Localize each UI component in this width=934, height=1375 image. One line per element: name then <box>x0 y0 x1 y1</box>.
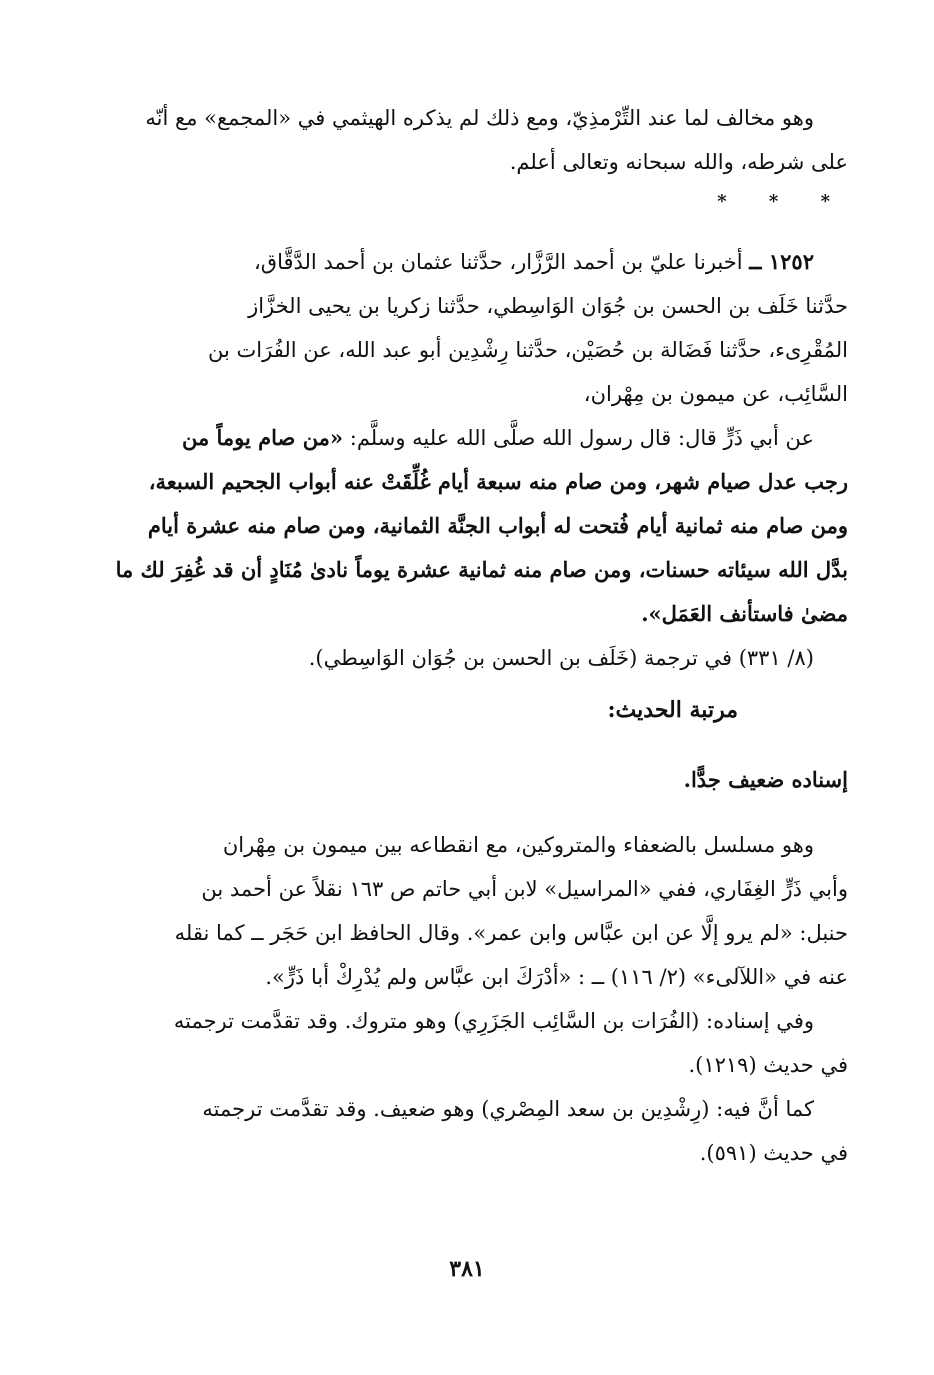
page-number: ٣٨١ <box>449 1256 485 1282</box>
grade-heading: مرتبة الحديث: <box>607 697 738 723</box>
commentary-p2-line-1: وفي إسناده: (الفُرَات بن السَّائِب الجَزَرِي) وهو متروك. وقد تقدَّمت ترجمته <box>173 1009 814 1033</box>
hadith-isnad-line-1 <box>82 240 848 284</box>
hadith-isnad-line-3: المُقْرِىء، حدَّثنا فَضَالة بن حُصَيْن، حدَّثنا رِشْدِين أبو عبد الله، عن الفُرَات بن <box>208 338 848 362</box>
commentary-p2-line-2: في حديث (١٢١٩). <box>688 1053 848 1077</box>
hadith-matn-line-1 <box>82 416 848 460</box>
section-separator: * * * <box>717 191 848 212</box>
hadith-source-reference: (٨/ ٣٣١) في ترجمة (خَلَف بن الحسن بن جُوَان الوَاسِطي). <box>308 646 814 670</box>
commentary-p1-line-3: حنبل: «لم يرو إلَّا عن ابن عبَّاس وابن عمر». وقال الحافظ ابن حَجَر ــ كما نقله <box>174 921 848 945</box>
page-body <box>82 96 848 1175</box>
intro-line-2: على شرطه، والله سبحانه وتعالى أعلم. <box>509 150 848 174</box>
hadith-matn-intro: عن أبي ذَرٍّ قال: قال رسول الله صلَّى الله عليه وسلَّم: <box>349 426 814 450</box>
hadith-matn-start: «من صام يوماً من <box>181 425 344 450</box>
commentary-p3-line-1: كما أنَّ فيه: (رِشْدِين بن سعد المِصْري) وهو ضعيف. وقد تقدَّمت ترجمته <box>202 1097 814 1121</box>
commentary-p3-line-2: في حديث (٥٩١). <box>699 1141 848 1165</box>
hadith-matn-line-3: ومن صام منه ثمانية أيام فُتحت له أبواب الجنَّة الثمانية، ومن صام منه عشرة أيام <box>147 513 848 538</box>
hadith-isnad-text-1: أخبرنا عليّ بن أحمد الرَّزَّار، حدَّثنا عثمان بن أحمد الدَّقَّاق، <box>254 250 743 274</box>
hadith-isnad-line-2: حدَّثنا خَلَف بن الحسن بن جُوَان الوَاسِطي، حدَّثنا زكريا بن يحيى الخزَّاز <box>248 294 848 318</box>
commentary-p1-line-4: عنه في «اللآلىء» (٢/ ١١٦) ــ : «أدْرَكَ ابن عبَّاس ولم يُدْرِكْ أبا ذَرٍّ». <box>265 965 848 989</box>
hadith-isnad-line-4: السَّائِب، عن ميمون بن مِهْران، <box>583 382 848 406</box>
hadith-matn-line-5: مضىٰ فاستأنف العَمَل». <box>641 601 848 626</box>
hadith-matn-line-4: بدَّل الله سيئاته حسنات، ومن صام منه ثمانية عشرة يوماً نادىٰ مُنَادٍ أن قد غُفِرَ لك ما <box>115 557 848 582</box>
commentary-p1-line-1: وهو مسلسل بالضعفاء والمتروكين، مع انقطاعه بين ميمون بن مِهْران <box>222 833 814 857</box>
intro-line-1: وهو مخالف لما عند التِّرْمذِيّ، ومع ذلك لم يذكره الهيثمي في «المجمع» مع أنّه <box>145 106 814 130</box>
grade-verdict: إسناده ضعيف جدًّا. <box>683 767 848 792</box>
hadith-matn-line-2: رجب عدل صيام شهر، ومن صام منه سبعة أيام غُلِّقَتْ عنه أبواب الجحيم السبعة، <box>148 469 848 494</box>
commentary-p1-line-2: وأبي ذَرٍّ الغِفَاري، ففي «المراسيل» لابن أبي حاتم ص ١٦٣ نقلاً عن أحمد بن <box>201 877 848 901</box>
hadith-number: ١٢٥٢ ــ <box>749 249 814 274</box>
